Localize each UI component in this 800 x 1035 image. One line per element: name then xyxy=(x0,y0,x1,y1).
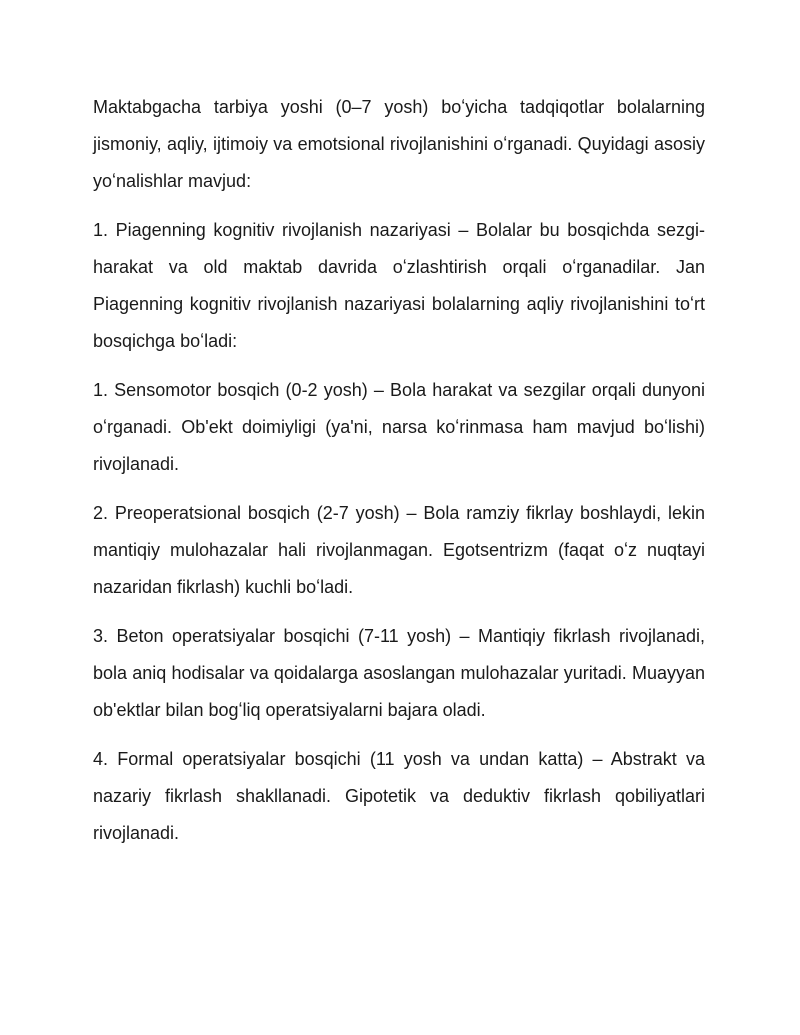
intro-paragraph: Maktabgacha tarbiya yoshi (0–7 yosh) boʻyicha tadqiqotlar bolalarning jismoniy, aqliy, ijtimoiy va emotsional rivojlanishini oʻrganadi. Quyidagi asosiy yoʻnalishlar mavjud: xyxy=(93,97,705,191)
preoperational-stage-paragraph: 2. Preoperatsional bosqich (2-7 yosh) – Bola ramziy fikrlay boshlaydi, lekin mantiqiy mulohazalar hali rivojlanmagan. Egotsentrizm (faqat oʻz nuqtayi nazaridan fikrlash) kuchli boʻladi. xyxy=(93,503,705,597)
document-body xyxy=(93,89,705,864)
concrete-operations-paragraph: 3. Beton operatsiyalar bosqichi (7-11 yosh) – Mantiqiy fikrlash rivojlanadi, bola aniq hodisalar va qoidalarga asoslangan mulohazalar yuritadi. Muayyan ob'ektlar bilan bogʻliq operatsiyalarni bajara oladi. xyxy=(93,626,705,720)
sensorimotor-stage-paragraph: 1. Sensomotor bosqich (0-2 yosh) – Bola harakat va sezgilar orqali dunyoni oʻrganadi. Ob'ekt doimiyligi (ya'ni, narsa koʻrinmasa ham mavjud boʻlishi) rivojlanadi. xyxy=(93,380,705,474)
formal-operations-paragraph: 4. Formal operatsiyalar bosqichi (11 yosh va undan katta) – Abstrakt va nazariy fikrlash shakllanadi. Gipotetik va deduktiv fikrlash qobiliyatlari rivojlanadi. xyxy=(93,749,705,843)
piaget-theory-paragraph: 1. Piagenning kognitiv rivojlanish nazariyasi – Bolalar bu bosqichda sezgi-harakat va old maktab davrida oʻzlashtirish orqali oʻrganadilar. Jan Piagenning kognitiv rivojlanish nazariyasi bolalarning aqliy rivojlanishini toʻrt bosqichga boʻladi: xyxy=(93,220,705,351)
